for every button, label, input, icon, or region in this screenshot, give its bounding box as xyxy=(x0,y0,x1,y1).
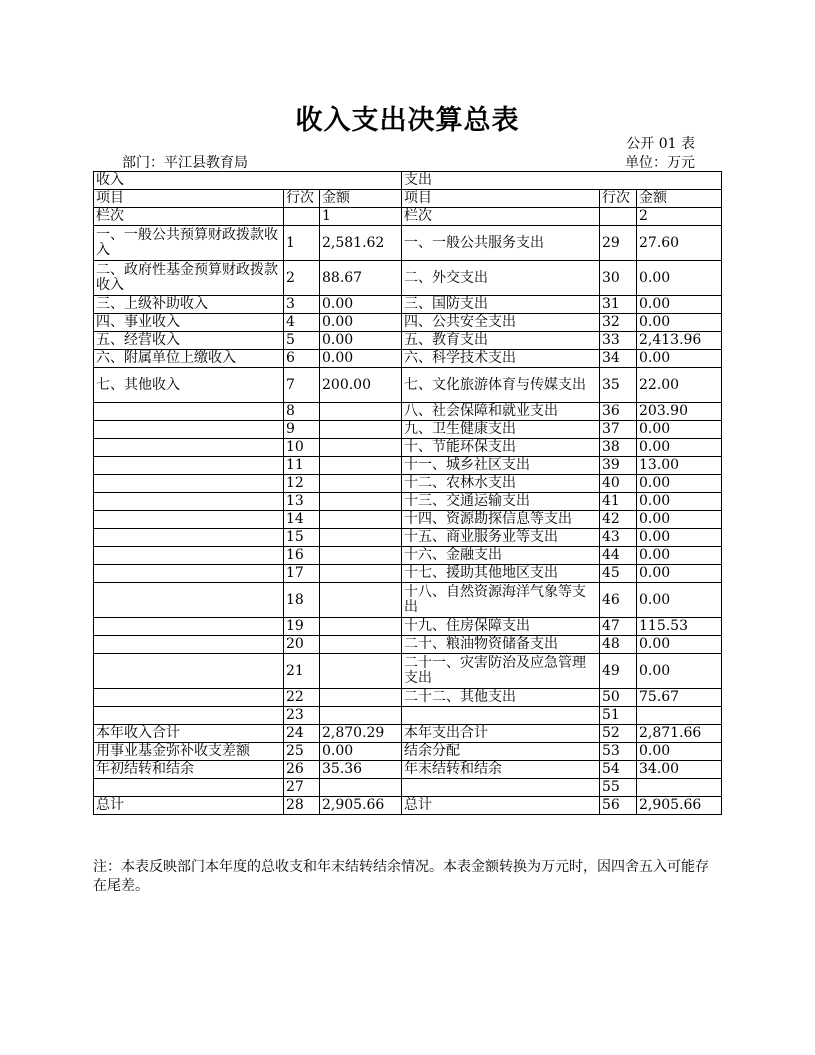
expense-item-cell xyxy=(402,707,600,725)
income-amount-cell xyxy=(320,511,402,529)
income-line-cell: 26 xyxy=(284,761,320,779)
expense-amount-cell xyxy=(637,779,722,797)
income-item-cell: 年初结转和结余 xyxy=(94,761,284,779)
income-line-cell: 23 xyxy=(284,707,320,725)
table-row xyxy=(94,350,722,368)
income-amount-cell: 2,581.62 xyxy=(320,226,402,261)
income-line-cell: 3 xyxy=(284,296,320,314)
table-row xyxy=(94,636,722,654)
expense-amount-cell: 2,871.66 xyxy=(637,725,722,743)
expense-amount-cell: 0.00 xyxy=(637,296,722,314)
expense-line-cell: 44 xyxy=(600,547,637,565)
expense-line-header: 行次 xyxy=(600,190,637,208)
column-header-row xyxy=(94,190,722,208)
income-item-cell xyxy=(94,636,284,654)
expense-line-cell: 35 xyxy=(600,368,637,403)
expense-amount-cell: 34.00 xyxy=(637,761,722,779)
income-amount-cell xyxy=(320,475,402,493)
expense-line-cell: 55 xyxy=(600,779,637,797)
income-amount-cell xyxy=(320,636,402,654)
income-item-cell xyxy=(94,421,284,439)
footnote: 注：本表反映部门本年度的总收支和年末结转结余情况。本表金额转换为万元时，因四舍五入可能存在尾差。 xyxy=(93,859,709,894)
income-line-cell: 4 xyxy=(284,314,320,332)
table-row xyxy=(94,797,722,815)
expense-amount-cell: 0.00 xyxy=(637,743,722,761)
income-line-cell: 15 xyxy=(284,529,320,547)
table-row xyxy=(94,475,722,493)
expense-amount-cell: 0.00 xyxy=(637,421,722,439)
expense-line-cell: 53 xyxy=(600,743,637,761)
income-line-cell: 8 xyxy=(284,403,320,421)
expense-item-cell: 十五、商业服务业等支出 xyxy=(402,529,600,547)
expense-item-cell: 二十、粮油物资储备支出 xyxy=(402,636,600,654)
expense-amount-cell: 0.00 xyxy=(637,439,722,457)
expense-amount-cell: 75.67 xyxy=(637,689,722,707)
income-item-cell xyxy=(94,403,284,421)
expense-amount-header: 金额 xyxy=(637,190,722,208)
table-row xyxy=(94,511,722,529)
expense-line-cell: 49 xyxy=(600,654,637,689)
table-row xyxy=(94,689,722,707)
income-item-cell: 六、附属单位上缴收入 xyxy=(94,350,284,368)
table-row xyxy=(94,421,722,439)
expense-line-cell: 42 xyxy=(600,511,637,529)
expense-line-cell: 43 xyxy=(600,529,637,547)
income-amount-cell: 0.00 xyxy=(320,350,402,368)
income-line-cell: 16 xyxy=(284,547,320,565)
income-line-cell: 24 xyxy=(284,725,320,743)
income-line-cell: 10 xyxy=(284,439,320,457)
income-item-cell: 四、事业收入 xyxy=(94,314,284,332)
income-line-cell: 17 xyxy=(284,565,320,583)
table-row xyxy=(94,743,722,761)
income-line-cell: 25 xyxy=(284,743,320,761)
income-item-cell xyxy=(94,529,284,547)
table-row xyxy=(94,779,722,797)
expense-line-cell: 41 xyxy=(600,493,637,511)
income-item-cell xyxy=(94,779,284,797)
department-label: 部门：平江县教育局 xyxy=(122,155,248,171)
expense-item-cell: 八、社会保障和就业支出 xyxy=(402,403,600,421)
expense-amount-cell: 0.00 xyxy=(637,493,722,511)
expense-item-cell: 十三、交通运输支出 xyxy=(402,493,600,511)
expense-line-cell: 32 xyxy=(600,314,637,332)
income-item-cell xyxy=(94,618,284,636)
income-item-cell xyxy=(94,457,284,475)
income-line-cell: 22 xyxy=(284,689,320,707)
expense-amount-cell: 22.00 xyxy=(637,368,722,403)
income-line-header: 行次 xyxy=(284,190,320,208)
expense-line-cell: 36 xyxy=(600,403,637,421)
expense-line-cell: 30 xyxy=(600,261,637,296)
table-row xyxy=(94,493,722,511)
expense-item-cell: 十七、援助其他地区支出 xyxy=(402,565,600,583)
income-item-cell: 用事业基金弥补收支差额 xyxy=(94,743,284,761)
expense-amount-cell: 0.00 xyxy=(637,261,722,296)
table-row xyxy=(94,707,722,725)
expense-amount-cell: 0.00 xyxy=(637,350,722,368)
expense-item-cell: 二十一、灾害防治及应急管理支出 xyxy=(402,654,600,689)
income-line-cell: 19 xyxy=(284,618,320,636)
income-amount-cell xyxy=(320,565,402,583)
income-amount-cell: 0.00 xyxy=(320,314,402,332)
expense-amount-cell xyxy=(637,707,722,725)
expense-col-label: 栏次 xyxy=(402,208,600,226)
expense-item-cell: 七、文化旅游体育与传媒支出 xyxy=(402,368,600,403)
income-line-cell: 21 xyxy=(284,654,320,689)
expense-amount-cell: 2,413.96 xyxy=(637,332,722,350)
expense-item-cell: 六、科学技术支出 xyxy=(402,350,600,368)
income-amount-cell xyxy=(320,618,402,636)
expense-line-cell: 52 xyxy=(600,725,637,743)
table-row xyxy=(94,314,722,332)
income-amount-cell xyxy=(320,707,402,725)
expense-line-cell: 33 xyxy=(600,332,637,350)
form-number: 公开 01 表 xyxy=(626,136,695,152)
table-row xyxy=(94,547,722,565)
expense-line-cell: 51 xyxy=(600,707,637,725)
table-row xyxy=(94,761,722,779)
table-row xyxy=(94,565,722,583)
expense-amount-cell: 2,905.66 xyxy=(637,797,722,815)
income-amount-cell xyxy=(320,779,402,797)
unit-label: 单位：万元 xyxy=(625,155,695,171)
expense-item-cell: 十八、自然资源海洋气象等支出 xyxy=(402,583,600,618)
income-amount-cell xyxy=(320,439,402,457)
income-amount-cell xyxy=(320,547,402,565)
expense-item-cell: 十二、农林水支出 xyxy=(402,475,600,493)
income-item-cell: 七、其他收入 xyxy=(94,368,284,403)
table-row xyxy=(94,725,722,743)
income-item-cell: 一、一般公共预算财政拨款收入 xyxy=(94,226,284,261)
income-amount-cell xyxy=(320,457,402,475)
expense-line-cell: 37 xyxy=(600,421,637,439)
income-col-number: 1 xyxy=(320,208,402,226)
income-line-cell: 5 xyxy=(284,332,320,350)
income-item-cell xyxy=(94,547,284,565)
income-item-cell xyxy=(94,511,284,529)
income-item-cell: 三、上级补助收入 xyxy=(94,296,284,314)
income-amount-cell xyxy=(320,689,402,707)
income-amount-cell: 0.00 xyxy=(320,296,402,314)
expense-amount-cell: 0.00 xyxy=(637,475,722,493)
expense-line-cell: 31 xyxy=(600,296,637,314)
income-item-cell xyxy=(94,689,284,707)
expense-line-cell: 34 xyxy=(600,350,637,368)
income-amount-cell: 0.00 xyxy=(320,743,402,761)
table-row xyxy=(94,583,722,618)
budget-table xyxy=(93,171,722,815)
section-header-row xyxy=(94,172,722,190)
table-row xyxy=(94,226,722,261)
expense-item-cell xyxy=(402,779,600,797)
table-row xyxy=(94,529,722,547)
income-amount-cell: 2,870.29 xyxy=(320,725,402,743)
income-item-cell: 本年收入合计 xyxy=(94,725,284,743)
expense-amount-cell: 0.00 xyxy=(637,565,722,583)
expense-item-cell: 总计 xyxy=(402,797,600,815)
income-item-cell xyxy=(94,439,284,457)
income-line-cell: 20 xyxy=(284,636,320,654)
expense-amount-cell: 0.00 xyxy=(637,636,722,654)
expense-item-cell: 十四、资源勘探信息等支出 xyxy=(402,511,600,529)
income-line-cell: 28 xyxy=(284,797,320,815)
expense-item-cell: 十九、住房保障支出 xyxy=(402,618,600,636)
income-line-cell: 13 xyxy=(284,493,320,511)
table-row xyxy=(94,654,722,689)
income-amount-cell: 0.00 xyxy=(320,332,402,350)
income-amount-header: 金额 xyxy=(320,190,402,208)
expense-line-cell: 29 xyxy=(600,226,637,261)
expense-amount-cell: 0.00 xyxy=(637,314,722,332)
income-item-cell xyxy=(94,707,284,725)
expense-amount-cell: 13.00 xyxy=(637,457,722,475)
expense-amount-cell: 0.00 xyxy=(637,583,722,618)
expense-item-cell: 十一、城乡社区支出 xyxy=(402,457,600,475)
expense-item-cell: 三、国防支出 xyxy=(402,296,600,314)
table-row xyxy=(94,296,722,314)
expense-col-blank xyxy=(600,208,637,226)
expense-line-cell: 40 xyxy=(600,475,637,493)
income-amount-cell xyxy=(320,529,402,547)
expense-line-cell: 48 xyxy=(600,636,637,654)
expense-item-cell: 结余分配 xyxy=(402,743,600,761)
expense-item-cell: 四、公共安全支出 xyxy=(402,314,600,332)
income-amount-cell xyxy=(320,403,402,421)
expense-item-cell: 五、教育支出 xyxy=(402,332,600,350)
income-line-cell: 12 xyxy=(284,475,320,493)
expense-amount-cell: 27.60 xyxy=(637,226,722,261)
expense-line-cell: 47 xyxy=(600,618,637,636)
expense-item-cell: 十、节能环保支出 xyxy=(402,439,600,457)
income-item-header: 项目 xyxy=(94,190,284,208)
income-item-cell xyxy=(94,583,284,618)
income-section-header: 收入 xyxy=(94,172,402,190)
expense-amount-cell: 0.00 xyxy=(637,654,722,689)
income-item-cell xyxy=(94,654,284,689)
expense-amount-cell: 0.00 xyxy=(637,511,722,529)
income-item-cell: 总计 xyxy=(94,797,284,815)
table-row xyxy=(94,618,722,636)
table-row xyxy=(94,368,722,403)
expense-line-cell: 56 xyxy=(600,797,637,815)
income-item-cell xyxy=(94,475,284,493)
table-row xyxy=(94,439,722,457)
expense-item-cell: 二、外交支出 xyxy=(402,261,600,296)
expense-item-cell: 一、一般公共服务支出 xyxy=(402,226,600,261)
table-row xyxy=(94,457,722,475)
table-row xyxy=(94,261,722,296)
income-line-cell: 1 xyxy=(284,226,320,261)
income-line-cell: 2 xyxy=(284,261,320,296)
expense-section-header: 支出 xyxy=(402,172,722,190)
income-line-cell: 7 xyxy=(284,368,320,403)
expense-line-cell: 38 xyxy=(600,439,637,457)
income-line-cell: 9 xyxy=(284,421,320,439)
income-item-cell: 五、经营收入 xyxy=(94,332,284,350)
income-item-cell xyxy=(94,565,284,583)
income-amount-cell: 88.67 xyxy=(320,261,402,296)
income-amount-cell: 35.36 xyxy=(320,761,402,779)
expense-amount-cell: 115.53 xyxy=(637,618,722,636)
expense-amount-cell: 0.00 xyxy=(637,529,722,547)
income-line-cell: 11 xyxy=(284,457,320,475)
income-amount-cell: 2,905.66 xyxy=(320,797,402,815)
expense-item-cell: 二十二、其他支出 xyxy=(402,689,600,707)
expense-line-cell: 50 xyxy=(600,689,637,707)
expense-amount-cell: 203.90 xyxy=(637,403,722,421)
table-row xyxy=(94,332,722,350)
income-amount-cell xyxy=(320,421,402,439)
income-item-cell xyxy=(94,493,284,511)
income-line-cell: 18 xyxy=(284,583,320,618)
table-row xyxy=(94,403,722,421)
column-index-row xyxy=(94,208,722,226)
expense-item-cell: 年末结转和结余 xyxy=(402,761,600,779)
income-col-label: 栏次 xyxy=(94,208,284,226)
income-line-cell: 6 xyxy=(284,350,320,368)
expense-item-cell: 十六、金融支出 xyxy=(402,547,600,565)
income-amount-cell: 200.00 xyxy=(320,368,402,403)
expense-amount-cell: 0.00 xyxy=(637,547,722,565)
expense-item-cell: 九、卫生健康支出 xyxy=(402,421,600,439)
expense-line-cell: 39 xyxy=(600,457,637,475)
income-amount-cell xyxy=(320,583,402,618)
income-col-blank xyxy=(284,208,320,226)
income-item-cell: 二、政府性基金预算财政拨款收入 xyxy=(94,261,284,296)
page-title: 收入支出决算总表 xyxy=(295,105,520,136)
expense-col-number: 2 xyxy=(637,208,722,226)
expense-line-cell: 54 xyxy=(600,761,637,779)
expense-line-cell: 45 xyxy=(600,565,637,583)
income-amount-cell xyxy=(320,654,402,689)
expense-item-header: 项目 xyxy=(402,190,600,208)
income-line-cell: 27 xyxy=(284,779,320,797)
expense-item-cell: 本年支出合计 xyxy=(402,725,600,743)
expense-line-cell: 46 xyxy=(600,583,637,618)
income-amount-cell xyxy=(320,493,402,511)
income-line-cell: 14 xyxy=(284,511,320,529)
